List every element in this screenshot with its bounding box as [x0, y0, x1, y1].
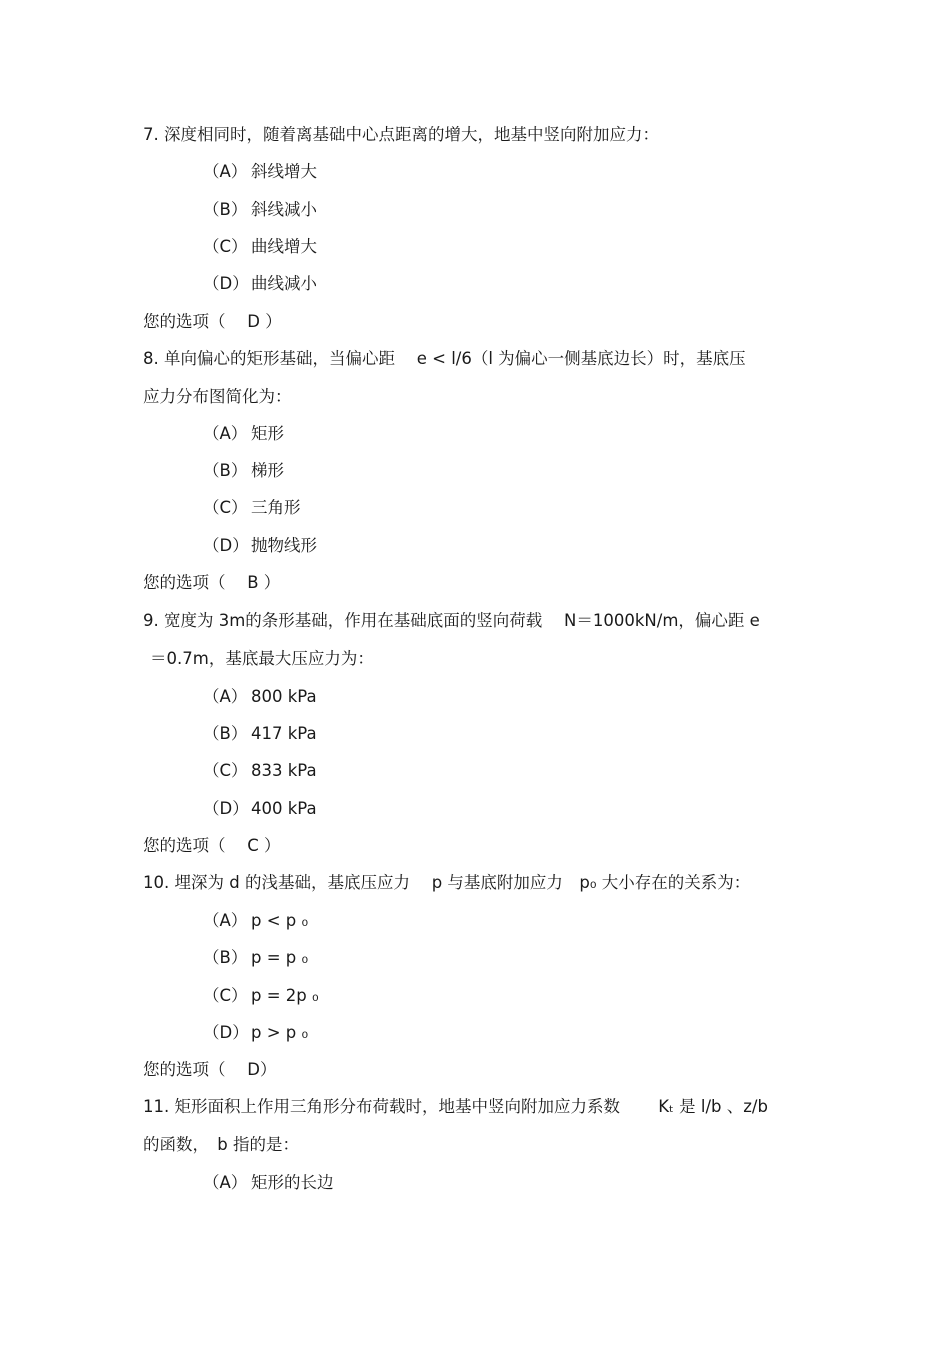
question-9-option-a: （A） 800 kPa	[203, 687, 317, 706]
question-11-option-a: （A） 矩形的长边	[203, 1173, 334, 1192]
question-9-answer: 您的选项（ C ）	[143, 836, 281, 855]
question-7-option-c: （C） 曲线增大	[203, 237, 317, 256]
question-11-stem-continued: 的函数， b 指的是：	[143, 1135, 299, 1154]
question-10-option-c: （C） p = 2p ₀	[203, 986, 319, 1005]
question-9-option-c: （C） 833 kPa	[203, 761, 317, 780]
question-10-option-a: （A） p < p ₀	[203, 911, 309, 930]
question-7-answer: 您的选项（ D ）	[143, 312, 282, 331]
question-11-stem: 11. 矩形面积上作用三角形分布荷载时，地基中竖向附加应力系数 Kₜ 是 l/b 、z/b	[143, 1097, 768, 1116]
question-9-option-b: （B） 417 kPa	[203, 724, 317, 743]
question-9-stem-continued: ＝0.7m，基底最大压应力为：	[150, 649, 374, 668]
question-7-stem: 7. 深度相同时，随着离基础中心点距离的增大，地基中竖向附加应力：	[143, 125, 659, 144]
question-9-stem: 9. 宽度为 3m的条形基础，作用在基础底面的竖向荷载 N＝1000kN/m，偏心距 e	[143, 611, 760, 630]
question-10-option-b: （B） p = p ₀	[203, 948, 309, 967]
question-10-answer: 您的选项（ D）	[143, 1060, 277, 1079]
question-7-option-d: （D） 曲线减小	[203, 274, 317, 293]
question-8-option-b: （B） 梯形	[203, 461, 284, 480]
question-7-option-b: （B） 斜线减小	[203, 200, 317, 219]
question-10-stem: 10. 埋深为 d 的浅基础，基底压应力 p 与基底附加应力 p₀ 大小存在的关系为：	[143, 873, 751, 892]
question-10-option-d: （D） p > p ₀	[203, 1023, 309, 1042]
question-7-option-a: （A） 斜线增大	[203, 162, 317, 181]
question-8-answer: 您的选项（ B ）	[143, 573, 281, 592]
question-9-option-d: （D） 400 kPa	[203, 799, 317, 818]
question-8-option-d: （D） 抛物线形	[203, 536, 317, 555]
question-8-stem: 8. 单向偏心的矩形基础，当偏心距 e < l/6（l 为偏心一侧基底边长）时，基底压	[143, 349, 746, 368]
question-8-stem-continued: 应力分布图简化为：	[143, 387, 292, 406]
question-8-option-c: （C） 三角形	[203, 498, 301, 517]
question-8-option-a: （A） 矩形	[203, 424, 284, 443]
